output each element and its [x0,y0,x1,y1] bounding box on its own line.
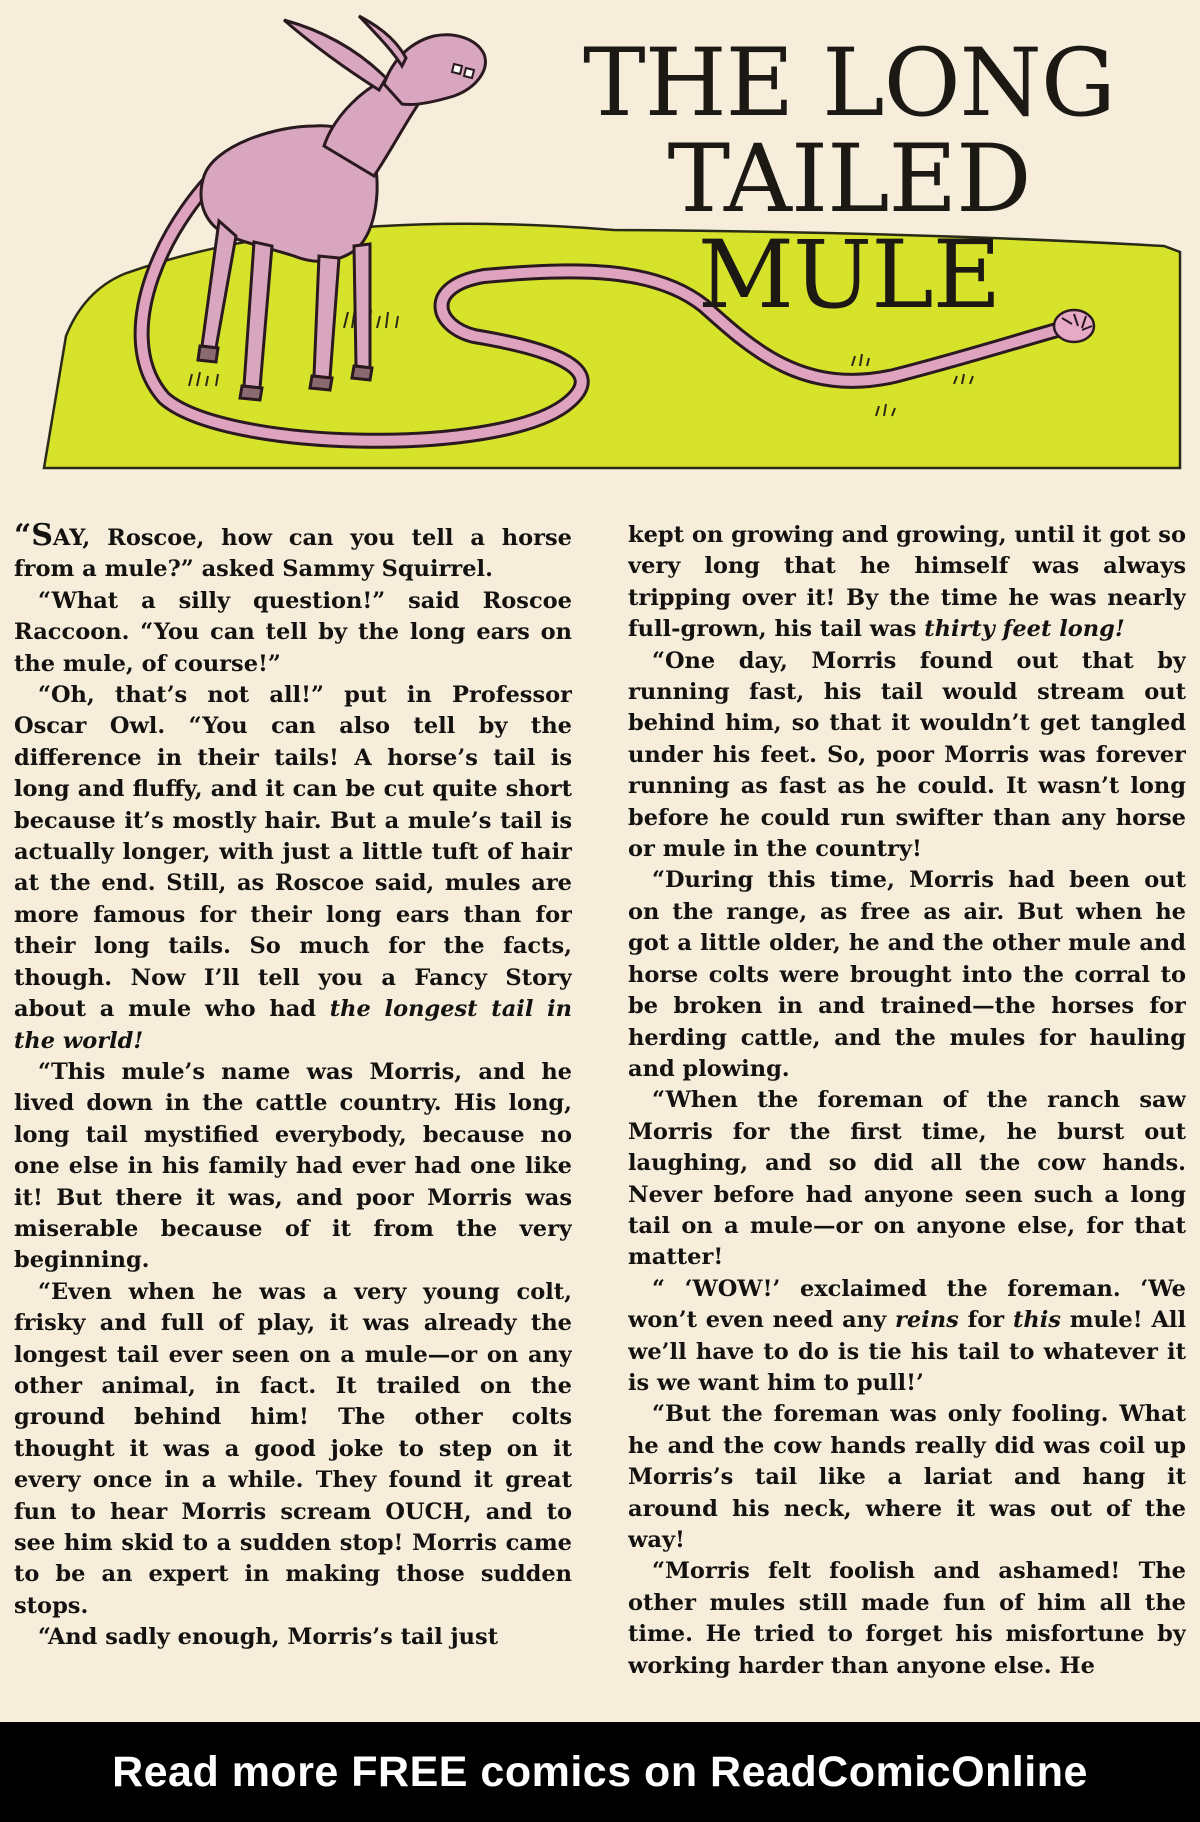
paragraph [14,520,572,586]
paragraph-text: mule! All we’ll have to do is tie his tail to whatever it is we want him to pull!’ [628,1307,1186,1396]
emphasis-text: the longest tail in the world! [14,996,572,1054]
paragraph [628,1274,1186,1400]
text-column-right [628,520,1186,1714]
emphasis-text: thirty feet long! [924,616,1125,643]
story-text [14,520,1186,1714]
paragraph: “Even when he was a very young colt, frisky and full of play, it was already the longest tail ever seen on a mule—or on any other animal, in fact. It trailed on the ground behind him! The other colts thought it was a good joke to step on it every once in a while. They found it great fun to hear Morris scream OUCH, and to see him skid to a sudden stop! Morris came to be an expert in making those sudden stops. [14,1278,572,1619]
paragraph: “During this time, Morris had been out on the range, as free as air. But when he got a little older, he and the other mule and horse colts were brought into the corral to be broken in and trained—the horses for herding cattle, and the mules for hauling and plowing. [628,867,1186,1082]
paragraph-text: “ ‘WOW!’ exclaimed the foreman. ‘We won’t even need any [628,1275,1186,1334]
paragraph: “This mule’s name was Morris, and he lived down in the cattle country. His long, long tail mystified everybody, because no one else in his family had ever had one like it! But there it was, and poor Morris was miserable because of it from the very beginning. [14,1058,572,1274]
title-line-2: TAILED MULE [667,125,1031,330]
drop-cap: “S [14,520,53,553]
paragraph: “And sadly enough, Morris’s tail just [38,1624,499,1651]
text-column-left [14,520,572,1714]
paragraph: “But the foreman was only fooling. What he and the cow hands really did was coil up Morris’s tail like a lariat and hang it around his neck, where it was out of the way! [628,1401,1186,1553]
paragraph: “Morris felt foolish and ashamed! The other mules still made fun of him all the time. He tried to forget his misfortune by working harder than anyone else. He [628,1558,1186,1679]
title-illustration-panel [14,6,1186,476]
paragraph-text: kept on growing and growing, until it got so very long that he himself was always tripping over it! By the time he was nearly full-grown, his tail was [628,522,1186,643]
paragraph: “One day, Morris found out that by running fast, his tail would stream out behind him, so that it wouldn’t get tangled under his feet. So, poor Morris was forever running as fast as he could. It wasn’t long before he could run swifter than any horse or mule in the country! [628,647,1186,863]
story-title [514,29,1184,330]
promo-banner[interactable] [0,1722,1200,1822]
paragraph: “When the foreman of the ranch saw Morris for the first time, he burst out laughing, and so did all the cow hands. Never before had anyone seen such a long tail on a mule—or on anyone else, for that matter! [628,1087,1186,1271]
paragraph [628,520,1186,646]
paragraph-text: for [958,1307,1013,1334]
paragraph: “What a silly question!” said Roscoe Raccoon. “You can tell by the long ears on the mule, of course!” [14,587,572,677]
paragraph-text: AY, Roscoe, how can you tell a horse from a mule?” asked Sammy Squirrel. [14,525,572,583]
emphasis-text: reins [895,1307,959,1334]
paragraph [14,680,572,1057]
title-line-1: THE LONG [583,29,1115,138]
promo-banner-text[interactable]: Read more FREE comics on ReadComicOnline [112,1747,1088,1796]
emphasis-text: this [1012,1307,1061,1334]
paragraph-text: “Oh, that’s not all!” put in Professor Oscar Owl. “You can also tell by the difference in their tails! A horse’s tail is long and fluffy, and it can be cut quite short because it’s mostly hair. But a mule’s tail is actually longer, with just a little tuft of hair at the end. Still, as Roscoe said, mules are more famous for their long ears than for their long tails. So much for the facts, though. Now I’ll tell you a Fancy Story about a mule who had [14,682,572,1023]
